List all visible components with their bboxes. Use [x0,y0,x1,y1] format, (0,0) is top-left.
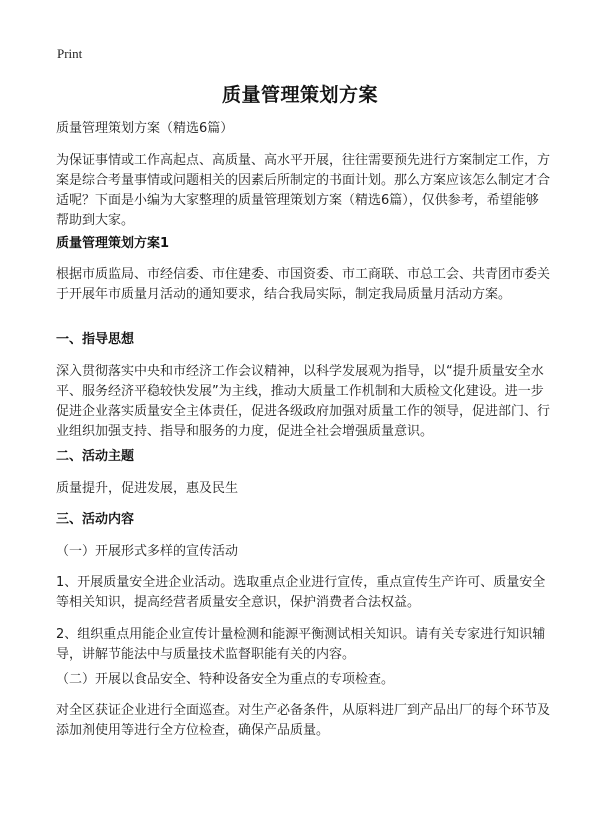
guiding-ideology-paragraph: 深入贯彻落实中央和市经济工作会议精神，以科学发展观为指导，以“提升质量安全水平、服务经济平稳较快发展”为主线，推动大质量工作机制和大质检文化建设。进一步促进企业落实质量安全主体责任，促进各级政府加强对质量工作的领导，促进部门、行业组织加强支持、指导和服务的力度，促进全社会增强质量意识。 [56,364,551,439]
print-link[interactable]: Print [57,46,83,61]
heading-activity-theme: 二、活动主题 [56,449,135,464]
subheading-special-inspection: （二）开展以食品安全、特种设备安全为重点的专项检查。 [56,672,395,687]
item-2-paragraph: 2、组织重点用能企业宣传计量检测和能源平衡测试相关知识。请有关专家进行知识辅导，讲解节能法中与质量技术监督职能有关的内容。 [56,627,546,662]
document-title: 质量管理策划方案 [221,84,378,106]
subheading-publicity: （一）开展形式多样的宣传活动 [56,544,239,559]
activity-theme-paragraph: 质量提升，促进发展，惠及民生 [56,481,239,496]
section-heading: 质量管理策划方案1 [56,236,170,251]
heading-guiding-ideology: 一、指导思想 [56,332,135,347]
section1-paragraph: 根据市质监局、市经信委、市住建委、市国资委、市工商联、市总工会、共青团市委关于开展年市质量月活动的通知要求，结合我局实际，制定我局质量月活动方案。 [56,267,551,302]
item-1-paragraph: 1、开展质量安全进企业活动。选取重点企业进行宣传，重点宣传生产许可、质量安全等相关知识，提高经营者质量安全意识，保护消费者合法权益。 [56,575,546,610]
document-subtitle: 质量管理策划方案（精选6篇） [56,121,234,136]
inspection-paragraph: 对全区获证企业进行全面巡查。对生产必备条件，从原料进厂到产品出厂的每个环节及添加剂使用等进行全方位检查，确保产品质量。 [56,703,551,738]
intro-paragraph: 为保证事情或工作高起点、高质量、高水平开展，往往需要预先进行方案制定工作，方案是综合考量事情或问题相关的因素后所制定的书面计划。那么方案应该怎么制定才合适呢？下面是小编为大家整理的质量管理策划方案（精选6篇），仅供参考，希望能够帮助到大家。 [56,153,551,228]
heading-activity-content: 三、活动内容 [56,512,135,527]
